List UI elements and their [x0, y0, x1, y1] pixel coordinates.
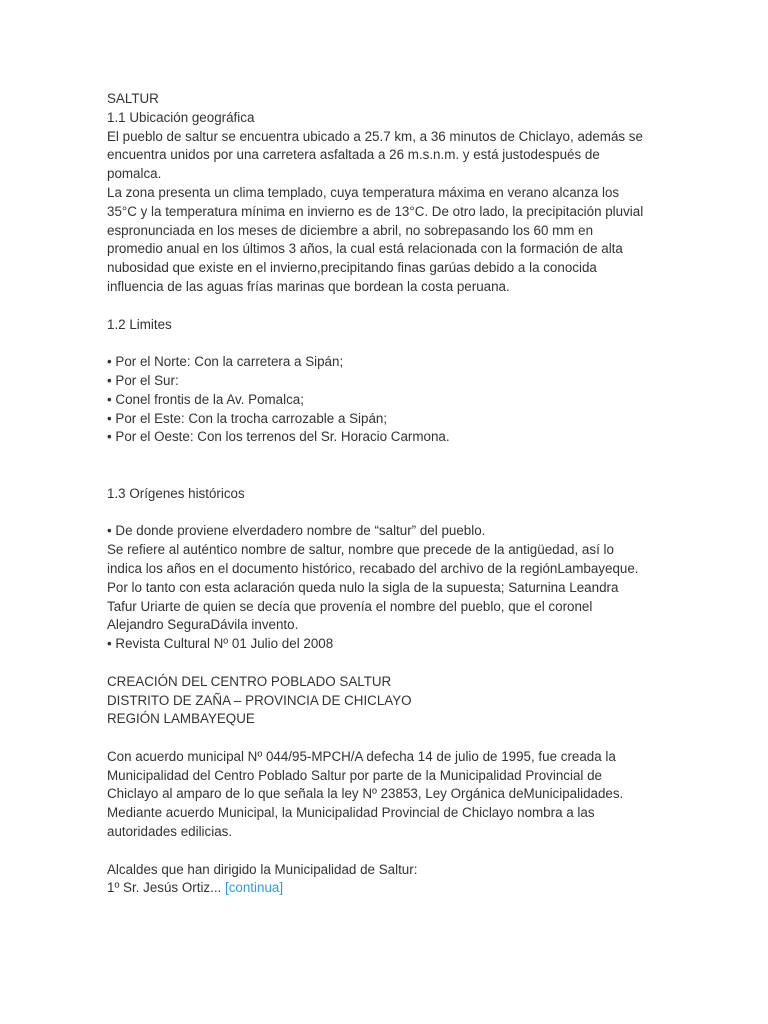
paragraph-line: 35°C y la temperatura mínima en invierno es de 13°C. De otro lado, la precipitación pluvial	[107, 203, 644, 219]
continua-link[interactable]: [continua]	[225, 880, 284, 896]
paragraph-line: pomalca.	[107, 166, 162, 182]
paragraph-line: Municipalidad del Centro Poblado Saltur por parte de la Municipalidad Provincial de	[107, 767, 603, 783]
spacer	[107, 466, 667, 485]
paragraph-line: espronunciada en los meses de diciembre a abril, no sobrepasando los 60 mm en	[107, 222, 594, 238]
spacer	[107, 447, 667, 466]
paragraph-line: autoridades edilicias.	[107, 824, 233, 840]
last-line-text: 1º Sr. Jesús Ortiz...	[107, 880, 225, 896]
paragraph-line: promedio anual en los últimos 3 años, la cual está relacionada con la formación de alta	[107, 241, 623, 257]
paragraph-line: Por lo tanto con esta aclaración queda nulo la sigla de la supuesta; Saturnina Leandra	[107, 579, 619, 595]
paragraph-line: • De donde proviene elverdadero nombre de “saltur” del pueblo.	[107, 523, 486, 539]
paragraph-line: nubosidad que existe en el invierno,precipitando finas garúas debido a la conocida	[107, 260, 597, 276]
list-item: • Conel frontis de la Av. Pomalca;	[107, 391, 304, 407]
paragraph-line: Se refiere al auténtico nombre de saltur, nombre que precede de la antigüedad, así lo	[107, 542, 614, 558]
alcaldes-line: Alcaldes que han dirigido la Municipalidad de Saltur:	[107, 861, 418, 877]
spacer	[107, 504, 667, 523]
paragraph-line: indica los años en el documento histórico, recabado del archivo de la regiónLambayeque.	[107, 560, 639, 576]
section-heading-ubicacion: 1.1 Ubicación geográfica	[107, 109, 255, 125]
section-heading-origenes: 1.3 Orígenes históricos	[107, 485, 245, 501]
section-heading-limites: 1.2 Limites	[107, 316, 172, 332]
spacer	[107, 297, 667, 316]
spacer	[107, 729, 667, 748]
doc-title: SALTUR	[107, 91, 159, 106]
paragraph-line: Tafur Uriarte de quien se decía que provenía el nombre del pueblo, que el coronel	[107, 598, 593, 614]
last-line	[107, 879, 667, 898]
paragraph-line: Mediante acuerdo Municipal, la Municipalidad Provincial de Chiclayo nombra a las	[107, 805, 595, 821]
spacer	[107, 334, 667, 353]
spacer	[107, 654, 667, 673]
list-item: • Por el Norte: Con la carretera a Sipán;	[107, 354, 344, 370]
paragraph-line: Con acuerdo municipal Nº 044/95-MPCH/A defecha 14 de julio de 1995, fue creada la	[107, 748, 616, 764]
paragraph-line: El pueblo de saltur se encuentra ubicado a 25.7 km, a 36 minutos de Chiclayo, además se	[107, 128, 643, 144]
list-item: • Por el Este: Con la trocha carrozable a Sipán;	[107, 410, 388, 426]
list-item: • Por el Oeste: Con los terrenos del Sr. Horacio Carmona.	[107, 429, 450, 445]
paragraph-line: Chiclayo al amparo de lo que señala la ley Nº 23853, Ley Orgánica deMunicipalidades.	[107, 786, 624, 802]
creacion-heading-line: CREACIÓN DEL CENTRO POBLADO SALTUR	[107, 673, 392, 689]
list-item: • Por el Sur:	[107, 372, 179, 388]
paragraph-line: Alejandro SeguraDávila invento.	[107, 617, 299, 633]
paragraph-line: influencia de las aguas frías marinas que bordean la costa peruana.	[107, 278, 510, 294]
document-body	[107, 90, 667, 898]
paragraph-line: • Revista Cultural Nº 01 Julio del 2008	[107, 636, 334, 652]
paragraph-line: La zona presenta un clima templado, cuya temperatura máxima en verano alcanza los	[107, 184, 620, 200]
creacion-heading-line: REGIÓN LAMBAYEQUE	[107, 711, 255, 727]
spacer	[107, 842, 667, 861]
creacion-heading-line: DISTRITO DE ZAÑA – PROVINCIA DE CHICLAYO	[107, 692, 412, 708]
paragraph-line: encuentra unidos por una carretera asfaltada a 26 m.s.n.m. y está justodespués de	[107, 147, 600, 163]
